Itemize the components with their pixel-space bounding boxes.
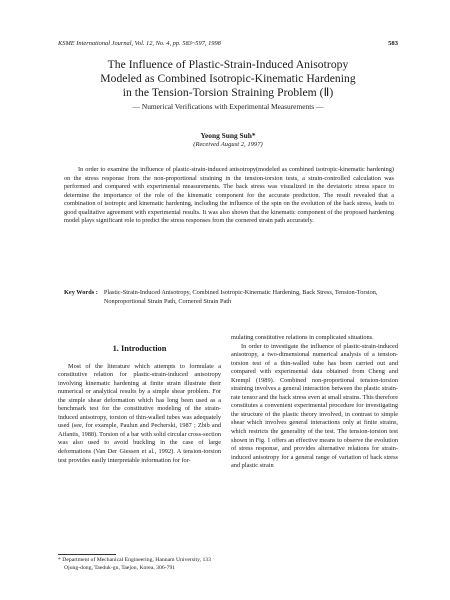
title-block [58,58,398,112]
paper-title-line-1: The Influence of Plastic-Strain-Induced Anisotropy [107,58,349,71]
page-number: 583 [388,40,398,47]
abstract: In order to examine the influence of plastic-strain-induced anisotropy(modeled as combined isotropic-kinematic hardening) on the stress response from the non-proportional straining in the tension-torsion tests, a strain-controlled calculation was performed and compared with experimental measurements. The back stress was visualized in the deviatoric stress space to determine the importance of the role of the kinematic component for the accurate prediction. The result revealed that a combination of isotropic and kinematic hardening, including the influence of the spin on the evolution of the back stress, leads to good qualitative agreement with experimental results. It was also shown that the kinematic component of the proposed hardening model plays significant role to predict the stress responses from the cornered strain path accurately. [64,166,394,224]
author-name: Yeong Sung Suh* [200,131,256,140]
keywords [64,289,394,306]
journal-citation: KSME International Journal, Vol. 12, No. 4, pp. 583~597, 1998 [58,40,221,47]
paper-subtitle: — Numerical Verifications with Experimental Measurements — [132,101,324,111]
keywords-label: Key Words : [64,289,98,296]
keywords-text: Plastic-Strain-Induced Anisotropy, Combined Isotropic-Kinematic Hardening, Back Stress, Tension-Torsion, Nonproportional Strain Path, Cornered Strain Path [103,289,378,305]
left-column [58,333,221,465]
paper-title-line-2: Modeled as Combined Isotropic-Kinematic Hardening [100,72,356,86]
body-paragraph: mulating constitutive relations in complicated situations. [231,334,374,341]
section-heading: 1. Introduction [112,344,167,353]
paper-title-line-3: in the Tension-Torsion Straining Problem (Ⅱ) [122,86,334,100]
body-paragraph: Most of the literature which attempts to formulate a constitutive relation for plastic-strain-induced anisotropy involving kinematic hardening at finite strain illustrate their numerical or analytical results by a simple shear problem. For the simple shear deformation which has long been used as a benchmark test for the constitutive modeling of the strain-induced anisotropy, torsion of thin-walled tubes was adequately used (see, for example, Paulun and Pecherski, 1987 ; Zbib and Aifantis, 1988). Torsion of a bar with solid circular cross-section was also used to avoid buckling in the case of large deformations (Van Der Giessen et al., 1992). A tension-torsion test provides easily interpretable information for for- [58,362,221,464]
author-affiliation-footnote: * Department of Mechanical Engineering, Hannam University, 133 Ojung-dong, Taeduk-gu, Taejon, Korea, 306-791 [58,557,211,571]
received-date: (Received August 2, 1997) [193,141,263,148]
running-header [58,40,398,52]
right-column [231,334,398,471]
footnote-divider [58,554,116,555]
body-paragraph: In order to investigate the influence of plastic-strain-induced anisotropy, a two-dimensional numerical analysis of a tension-torsion test of a thin-walled tube has been carried out and compared with experimental data obtained from Cheng and Krempl (1989). Combined non-proportional tension-torsion straining involves a general interaction between the plastic strain-rate tensor and the back stress even at small strains. This therefore constitutes a convenient experimental procedure for investigating the structure of the plastic theory involved, in contrast to simple shear which involves general interactions only at finite strains, which restricts the generality of the test. The tension-torsion test shown in Fig. 1 offers an effective means to observe the evolution of stress response, and provides alternative relations for strain-induced anisotropy for a general range of variation of back stress and plastic strain [231,342,398,470]
